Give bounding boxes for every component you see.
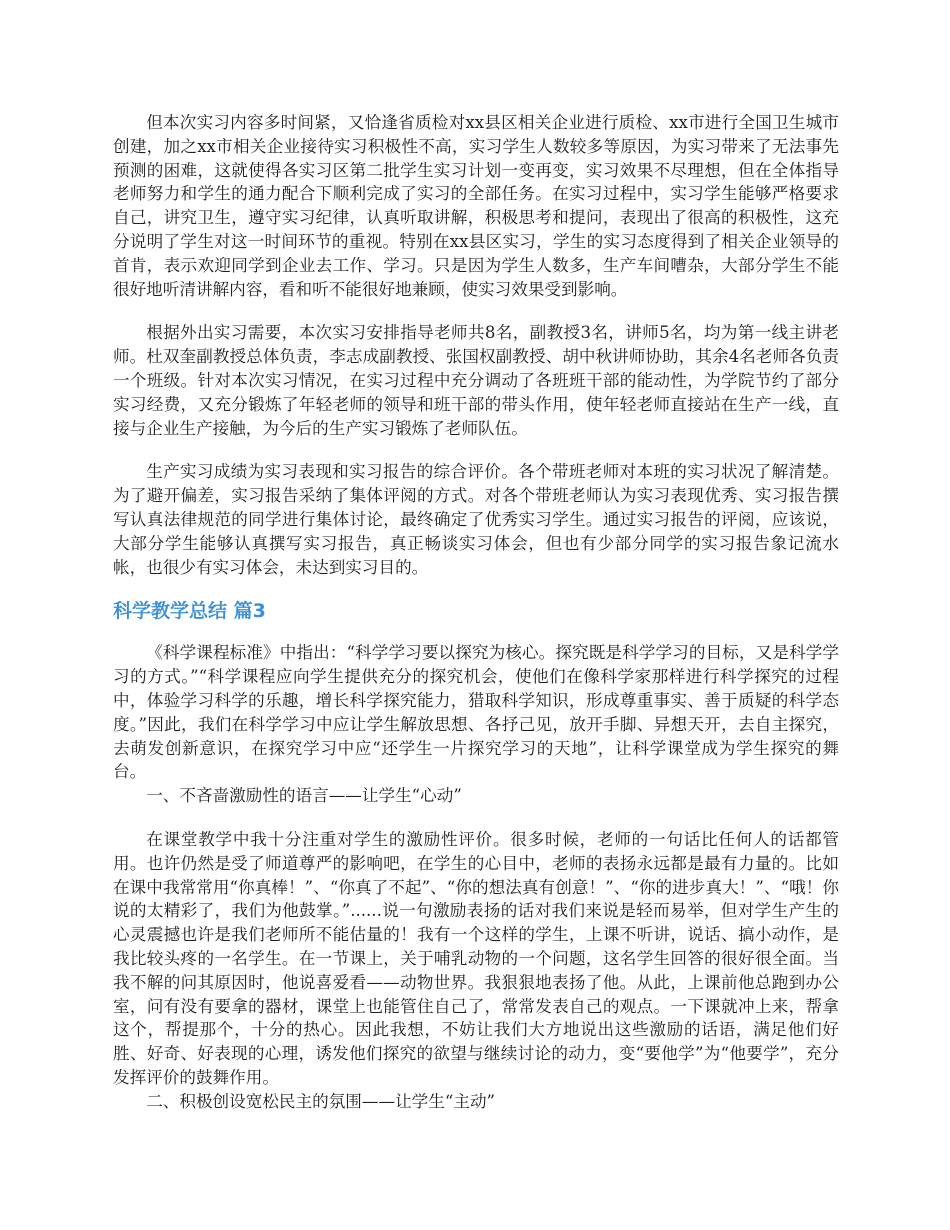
section-heading: 科学教学总结 篇3 — [113, 600, 266, 623]
body-paragraph: 但本次实习内容多时间紧，又恰逢省质检对xx县区相关企业进行质检、xx市进行全国卫生城市创建，加之xx市相关企业接待实习积极性不高，实习学生人数较多等原因，为实习带来了无法事先预测的困难，这就使得各实习区第二批学生实习计划一变再变，实习效果不尽理想，但在全体指导老师努力和学生的通力配合下顺利完成了实习的全部任务。在实习过程中，实习学生能够严格要求自己，讲究卫生，遵守实习纪律，认真听取讲解，积极思考和提问，表现出了很高的积极性，这充分说明了学生对这一时间环节的重视。特别在xx县区实习，学生的实习态度得到了相关企业领导的首肯，表示欢迎同学到企业去工作、学习。只是因为学生人数多，生产车间嘈杂，大部分学生不能很好地听清讲解内容，看和听不能很好地兼顾，使实习效果受到影响。 — [113, 113, 839, 299]
section-intro-paragraph: 《科学课程标准》中指出：“科学学习要以探究为核心。探究既是科学学习的目标，又是科学学习的方式。”“科学课程应向学生提供充分的探究机会，使他们在像科学家那样进行科学探究的过程中，体验学习科学的乐趣，增长科学探究能力，猎取科学知识，形成尊重事实、善于质疑的科学态度。”因此，我们在科学学习中应让学生解放思想、各抒己见，放开手脚、异想天开，去自主探究，去萌发创新意识，在探究学习中应“还学生一片探究学习的天地”，让科学课堂成为学生探究的舞台。 — [113, 643, 839, 782]
point-2-title: 二、积极创设宽松民主的氛围——让学生“主动” — [146, 1091, 496, 1111]
body-paragraph: 根据外出实习需要，本次实习安排指导老师共8名，副教授3名，讲师5名，均为第一线主讲老师。杜双奎副教授总体负责，李志成副教授、张国权副教授、胡中秋讲师协助，其余4名老师各负责一个班级。针对本次实习情况，在实习过程中充分调动了各班班干部的能动性，为学院节约了部分实习经费，又充分锻炼了年轻老师的领导和班干部的带头作用，使年轻老师直接站在生产一线，直接与企业生产接触，为今后的生产实习锻炼了老师队伍。 — [113, 323, 839, 438]
point-1-body: 在课堂教学中我十分注重对学生的激励性评价。很多时候，老师的一句话比任何人的话都管用。也许仍然是受了师道尊严的影响吧，在学生的心目中，老师的表扬永远都是最有力量的。比如在课中我常常用“你真棒！”、“你真了不起”、“你的想法真有创意！”、“你的进步真大！”、“哦！你说的太精彩了，我们为他鼓掌。”......说一句激励表扬的话对我们来说是轻而易举，但对学生产生的心灵震撼也许是我们老师所不能估量的！我有一个这样的学生，上课不听讲，说话、搞小动作，是我比较头疼的一名学生。在一节课上，关于哺乳动物的一个问题，这名学生回答的很好很全面。当我不解的问其原因时，他说喜爱看——动物世界。我狠狠地表扬了他。从此，上课前他总跑到办公室，问有没有要拿的器材，课堂上也能管住自己了，常常发表自己的观点。一下课就冲上来，帮拿这个，帮提那个，十分的热心。因此我想，不妨让我们大方地说出这些激励的话语，满足他们好胜、好奇、好表现的心理，诱发他们探究的欲望与继续讨论的动力，变“要他学”为“他要学”，充分发挥评价的鼓舞作用。 — [113, 829, 839, 1087]
body-paragraph: 生产实习成绩为实习表现和实习报告的综合评价。各个带班老师对本班的实习状况了解清楚。为了避开偏差，实习报告采纳了集体评阅的方式。对各个带班老师认为实习表现优秀、实习报告撰写认真法律规范的同学进行集体讨论，最终确定了优秀实习学生。通过实习报告的评阅，应该说，大部分学生能够认真撰写实习报告，真正畅谈实习体会，但也有少部分同学的实习报告象记流水帐，也很少有实习体会，未达到实习目的。 — [113, 462, 839, 577]
point-1-title: 一、不吝啬激励性的语言——让学生“心动” — [146, 786, 462, 806]
document-page — [113, 111, 839, 1113]
